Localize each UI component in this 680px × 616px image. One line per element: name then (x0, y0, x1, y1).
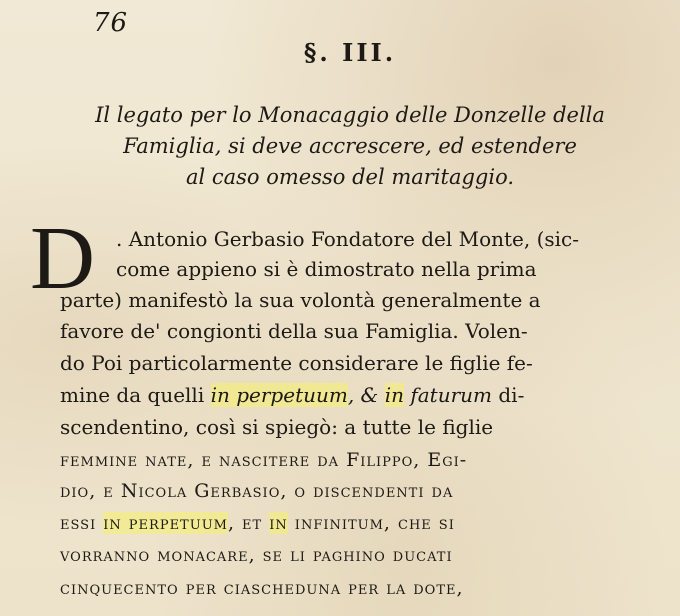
page-number: 76 (93, 8, 129, 38)
text-line: . Antonio Gerbasio Fondatore del Monte, (sic- (116, 227, 580, 251)
text-line: cinquecento per ciascheduna per la dote, (60, 577, 464, 599)
drop-cap: D (30, 209, 95, 308)
text-line: parte) manifestò la sua volontà generalmente a (60, 288, 541, 312)
title-line: Famiglia, si deve accrescere, ed estendere (123, 134, 577, 158)
section-title (40, 100, 660, 193)
title-line: al caso omesso del maritaggio. (185, 165, 515, 189)
text-segment: faturum (404, 383, 493, 407)
text-segment: mine da quelli (60, 383, 211, 407)
text-segment: , & (347, 383, 385, 407)
text-line: scendentino, così si spiegò: a tutte le figlie (60, 415, 494, 439)
text-line: vorranno monacare, se li paghino ducati (60, 544, 453, 566)
text-line (60, 508, 455, 538)
highlighted-phrase: in perpetuum (103, 512, 228, 534)
text-segment: essi (60, 512, 104, 534)
text-line (60, 380, 524, 410)
text-line: dio, e Nicola Gerbasio, o discendenti da (60, 480, 454, 502)
text-line: favore de' congionti della sua Famiglia. Volen- (60, 319, 528, 343)
highlighted-phrase: in perpetuum (210, 383, 348, 407)
text-segment: , et (227, 512, 270, 534)
title-line: Il legato per lo Monacaggio delle Donzelle della (95, 103, 605, 127)
text-line: do Poi particolarmente considerare le figlie fe- (60, 351, 533, 375)
highlighted-phrase: in (269, 512, 288, 534)
highlighted-phrase: in (384, 383, 404, 407)
text-segment: infinitum, che si (287, 512, 455, 534)
text-line: femmine nate, e nascitere da Filippo, Egi- (60, 449, 468, 471)
text-line: come appieno si è dimostrato nella prima (116, 257, 537, 281)
text-segment: di- (492, 383, 525, 407)
section-heading: §. III. (303, 38, 397, 67)
